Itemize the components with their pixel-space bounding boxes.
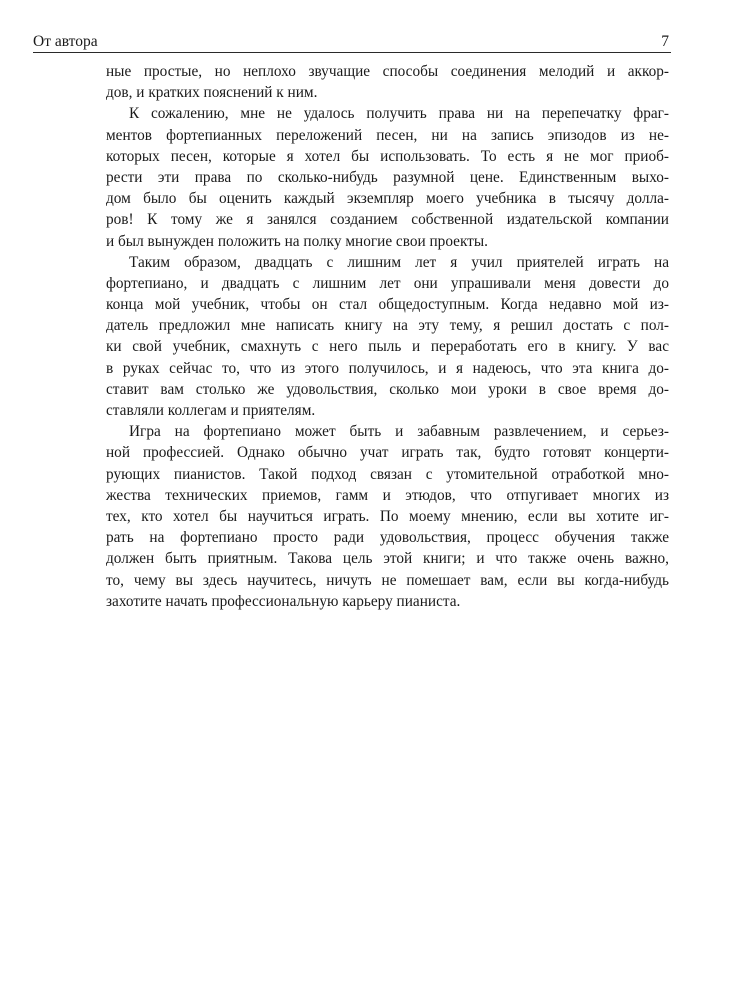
text-line: ные простые, но неплохо звучащие способы соединения мелодий и аккор- — [106, 63, 669, 80]
text-line: должен быть приятным. Такова цель этой книги; и что также очень важно, — [106, 550, 669, 568]
text-line: то, чему вы здесь научитесь, ничуть не помешает вам, если вы когда-нибудь — [106, 571, 669, 589]
text-line: дом было бы оценить каждый экземпляр моего учебника в тысячу долла- — [106, 190, 669, 208]
text-line: рующих пианистов. Такой подход связан с утомительной отработкой мно- — [106, 465, 669, 483]
text-line: К сожалению, мне не удалось получить права ни на перепечатку фраг- — [129, 105, 669, 123]
section-title: От автора — [33, 33, 98, 50]
body-text — [106, 61, 669, 612]
text-line: ставит вам столько же удовольствия, сколько мои уроки в свое время до- — [106, 380, 669, 398]
text-line: ставляли коллегам и приятелям. — [106, 402, 316, 419]
text-line: ной профессией. Однако обычно учат играть так, будто готовят концерти- — [106, 444, 669, 462]
page-number: 7 — [661, 33, 669, 50]
running-header — [33, 32, 671, 53]
paragraph — [106, 252, 669, 422]
text-line: захотите начать профессиональную карьеру пианиста. — [106, 592, 461, 610]
text-line: жества технических приемов, гамм и этюдов, что отпугивает многих из — [106, 486, 669, 504]
text-line: Таким образом, двадцать с лишним лет я учил приятелей играть на — [129, 253, 669, 271]
paragraph — [106, 103, 669, 251]
text-line: в руках сейчас то, что из этого получилось, и я надеюсь, что эта книга до- — [106, 359, 669, 377]
text-line: конца мой учебник, чтобы он стал общедоступным. Когда недавно мой из- — [106, 296, 669, 314]
text-line: ров! К тому же я занялся созданием собственной издательской компании — [106, 211, 669, 229]
text-line: рать на фортепиано просто ради удовольствия, процесс обучения также — [106, 529, 669, 547]
paragraph — [106, 61, 669, 103]
text-line: рести эти права по сколько-нибудь разумной цене. Единственным выхо- — [106, 168, 669, 186]
text-line: которых песен, которые я хотел бы использовать. То есть я не мог приоб- — [106, 147, 669, 165]
text-line: ментов фортепианных переложений песен, ни на запись эпизодов из не- — [106, 126, 669, 144]
paragraph — [106, 421, 669, 612]
text-line: датель предложил мне написать книгу на эту тему, я решил достать с пол- — [106, 317, 669, 335]
text-line: и был вынужден положить на полку многие свои проекты. — [106, 232, 488, 250]
text-line: ки свой учебник, смахнуть с него пыль и переработать его в книгу. У вас — [106, 338, 669, 356]
text-line: фортепиано, и двадцать с лишним лет они упрашивали меня довести до — [106, 274, 669, 292]
text-line: тех, кто хотел бы научиться играть. По моему мнению, если вы хотите иг- — [106, 507, 669, 525]
text-line: Игра на фортепиано может быть и забавным развлечением, и серьез- — [129, 423, 669, 441]
text-line: дов, и кратких пояснений к ним. — [106, 84, 318, 102]
